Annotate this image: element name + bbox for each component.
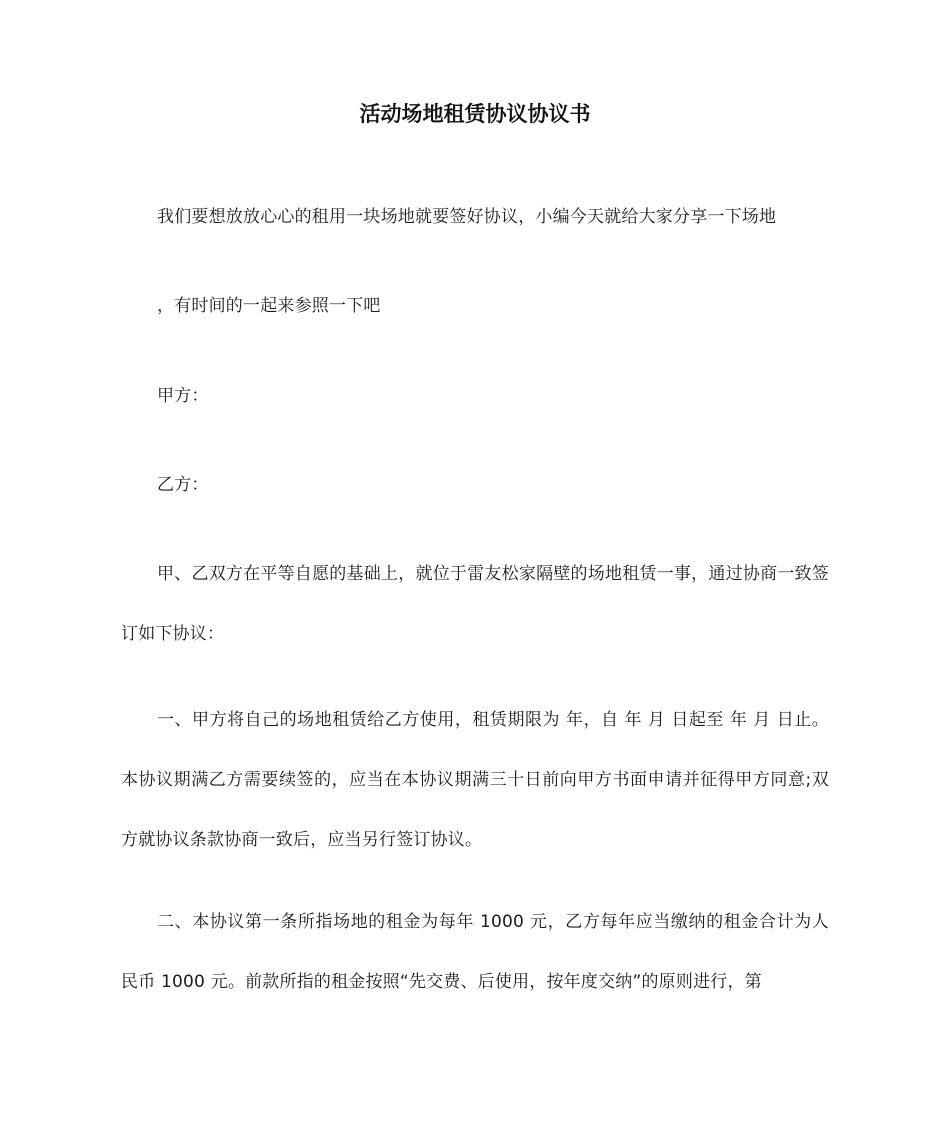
clause-two: 二、本协议第一条所指场地的租金为每年 1000 元，乙方每年应当缴纳的租金合计为人民币 1000 元。前款所指的租金按照“先交费、后使用，按年度交纳”的原则进行，第 — [121, 912, 829, 992]
paragraph-preamble: 甲、乙双方在平等自愿的基础上，就位于雷友松家隔壁的场地租赁一事，通过协商一致签订如下协议： — [121, 564, 829, 644]
document-title: 活动场地租赁协议协议书 — [359, 102, 591, 126]
party-b-label: 乙方： — [157, 475, 209, 495]
party-a-label: 甲方： — [157, 386, 209, 406]
paragraph-intro: 我们要想放放心心的租用一块场地就要签好协议，小编今天就给大家分享一下场地 — [157, 207, 777, 227]
clause-one: 一、甲方将自己的场地租赁给乙方使用，租赁期限为 年，自 年 月 日起至 年 月 日止。本协议期满乙方需要续签的，应当在本协议期满三十日前向甲方书面申请并征得甲方同意;双方就协议条款协商一致后，应当另行签订协议。 — [121, 710, 829, 850]
paragraph-intro-continued: ，有时间的一起来参照一下吧 — [157, 296, 381, 316]
